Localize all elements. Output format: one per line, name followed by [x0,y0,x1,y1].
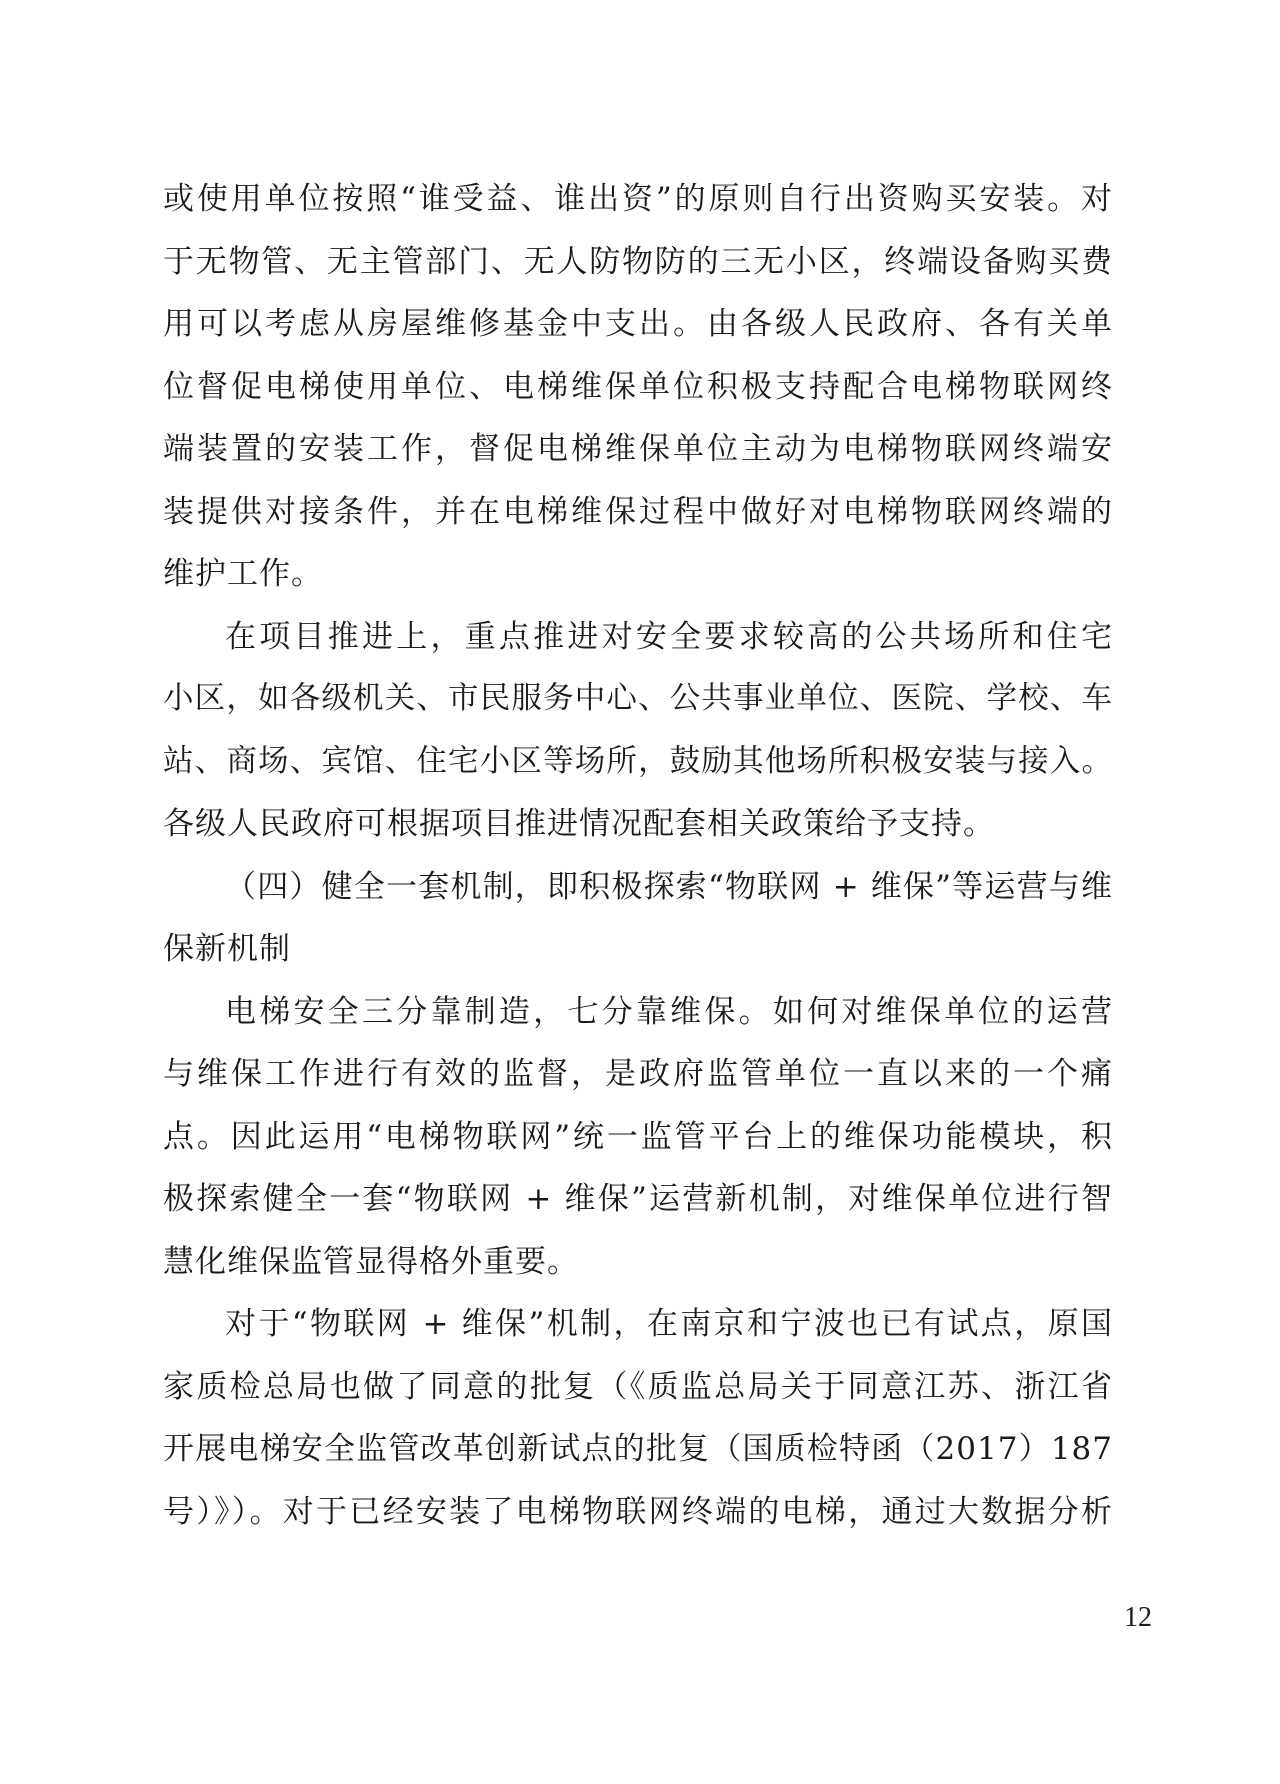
text-line: 装提供对接条件，并在电梯维保过程中做好对电梯物联网终端的 [163,493,1113,530]
text-line: 号）》）。对于已经安装了电梯物联网终端的电梯，通过大数据分析 [163,1493,1113,1530]
text-line: 站、商场、宾馆、住宅小区等场所，鼓励其他场所积极安装与接入。 [163,743,1113,779]
text-line: 位督促电梯使用单位、电梯维保单位积极支持配合电梯物联网终 [163,368,1113,405]
text-line: 各级人民政府可根据项目推进情况配套相关政策给予支持。 [163,806,995,842]
text-line: 开展电梯安全监管改革创新试点的批复（国质检特函（2017）187 [163,1431,1113,1467]
text-line: 电梯安全三分靠制造，七分靠维保。如何对维保单位的运营 [225,993,1113,1030]
text-line: 家质检总局也做了同意的批复（《质监总局关于同意江苏、浙江省 [163,1368,1113,1405]
text-line: 维护工作。 [163,556,323,592]
text-line: 用可以考虑从房屋维修基金中支出。由各级人民政府、各有关单 [163,306,1113,342]
text-line: 于无物管、无主管部门、无人防物防的三无小区，终端设备购买费 [163,243,1113,280]
text-line: 在项目推进上，重点推进对安全要求较高的公共场所和住宅 [225,618,1113,655]
text-line: 慧化维保监管显得格外重要。 [163,1243,579,1280]
text-line: 端装置的安装工作，督促电梯维保单位主动为电梯物联网终端安 [163,431,1113,467]
text-line: 或使用单位按照“谁受益、谁出资”的原则自行出资购买安装。对 [163,181,1113,217]
page-number: 12 [1124,1602,1152,1633]
text-line: 点。因此运用“电梯物联网”统一监管平台上的维保功能模块，积 [163,1118,1113,1155]
section-heading: 保新机制 [163,931,291,967]
body-text [163,168,1113,1543]
section-heading: （四）健全一套机制，即积极探索“物联网 + 维保”等运营与维 [225,868,1113,905]
text-line: 极探索健全一套“物联网 + 维保”运营新机制，对维保单位进行智 [163,1181,1113,1217]
text-line: 对于“物联网 + 维保”机制，在南京和宁波也已有试点，原国 [225,1306,1113,1342]
text-line: 与维保工作进行有效的监督，是政府监管单位一直以来的一个痛 [163,1056,1113,1092]
text-line: 小区，如各级机关、市民服务中心、公共事业单位、医院、学校、车 [163,681,1113,716]
